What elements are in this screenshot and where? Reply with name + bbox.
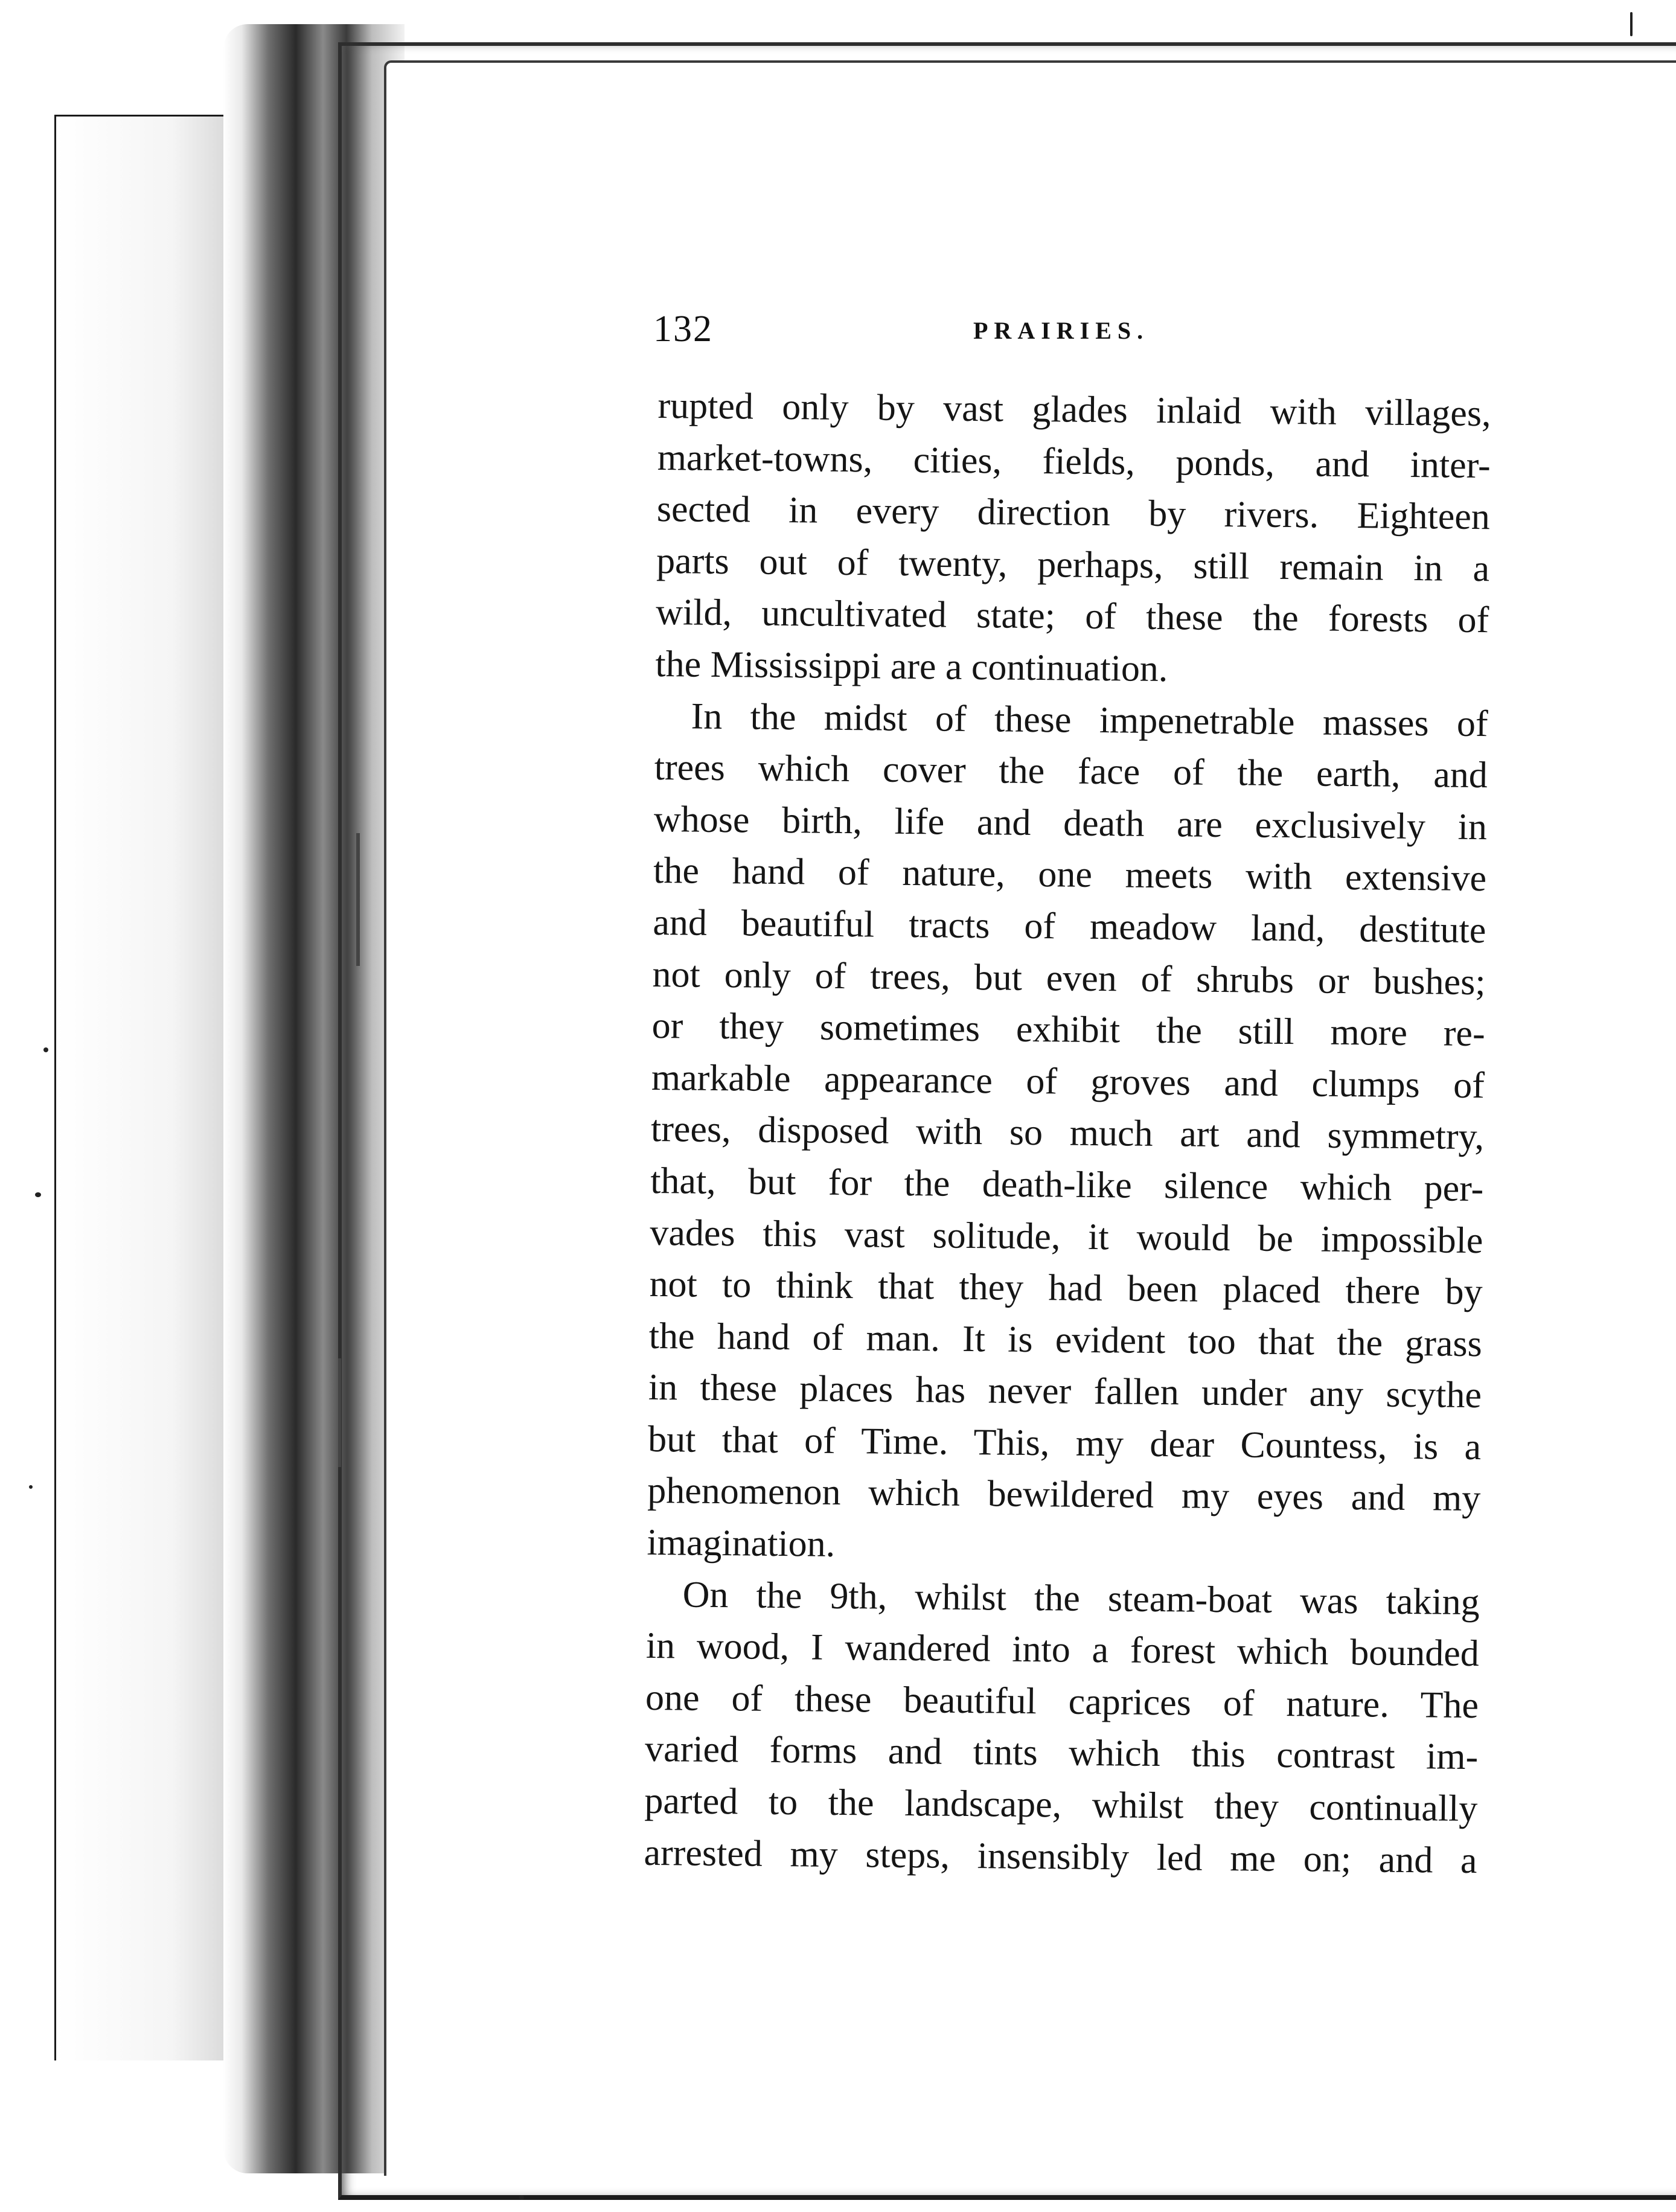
text-line: one of these beautiful caprices of nature. The: [645, 1677, 1479, 1726]
dust-speck: [1630, 12, 1633, 36]
text-line: market-towns, cities, fields, ponds, and inter-: [657, 436, 1491, 486]
text-line: whose birth, life and death are exclusively in: [653, 798, 1488, 848]
text-line: or they sometimes exhibit the still more re-: [651, 1005, 1485, 1055]
text-line: rupted only by vast glades inlaid with villages,: [657, 385, 1491, 435]
dust-speck: [519, 2195, 524, 2200]
text-line: parted to the landscape, whilst they continually: [644, 1780, 1478, 1830]
running-title: PRAIRIES.: [973, 317, 1150, 344]
text-line: but that of Time. This, my dear Countess, is a: [647, 1418, 1482, 1468]
text-line: trees which cover the face of the earth, and: [654, 747, 1488, 796]
text-line: not to think that they had been placed there by: [649, 1264, 1483, 1313]
text-line: the hand of nature, one meets with extensive: [653, 850, 1487, 900]
text-line: vades this vast solitude, it would be impossible: [650, 1212, 1483, 1261]
text-line: sected in every direction by rivers. Eighteen: [656, 488, 1491, 538]
text-line: phenomenon which bewildered my eyes and my: [647, 1470, 1481, 1520]
text-line: On the 9th, whilst the steam-boat was taking: [682, 1574, 1480, 1623]
binding-crease: [338, 1358, 341, 1467]
running-head: [653, 308, 1498, 362]
dust-speck: [35, 1192, 41, 1197]
body-text: [644, 380, 1491, 1887]
facing-page-edge: [54, 115, 249, 2060]
text-line: trees, disposed with so much art and symmetry,: [650, 1108, 1485, 1158]
text-line: not only of trees, but even of shrubs or bushes;: [652, 953, 1486, 1003]
text-line: that, but for the death-like silence which per-: [650, 1160, 1484, 1210]
dust-speck: [43, 1047, 48, 1052]
text-line: imagination.: [647, 1521, 836, 1565]
text-line: arrested my steps, insensibly led me on; and a: [644, 1832, 1477, 1881]
text-line: in these places has never fallen under any scythe: [648, 1367, 1482, 1416]
text-line: wild, uncultivated state; of these the forests of: [655, 592, 1489, 641]
page-number: 132: [653, 308, 713, 350]
text-line: in wood, I wandered into a forest which bounded: [645, 1625, 1480, 1675]
text-line: In the midst of these impenetrable masses of: [691, 695, 1488, 744]
binding-crease: [356, 833, 360, 966]
dust-speck: [29, 1485, 33, 1489]
text-line: and beautiful tracts of meadow land, destitute: [653, 901, 1486, 951]
text-line: markable appearance of groves and clumps of: [651, 1056, 1485, 1106]
text-line: varied forms and tints which this contrast im-: [644, 1728, 1479, 1778]
text-line: the hand of man. It is evident too that the grass: [648, 1315, 1483, 1364]
text-line: parts out of twenty, perhaps, still remain in a: [656, 540, 1490, 590]
text-line: the Mississippi are a continuation.: [655, 643, 1168, 690]
